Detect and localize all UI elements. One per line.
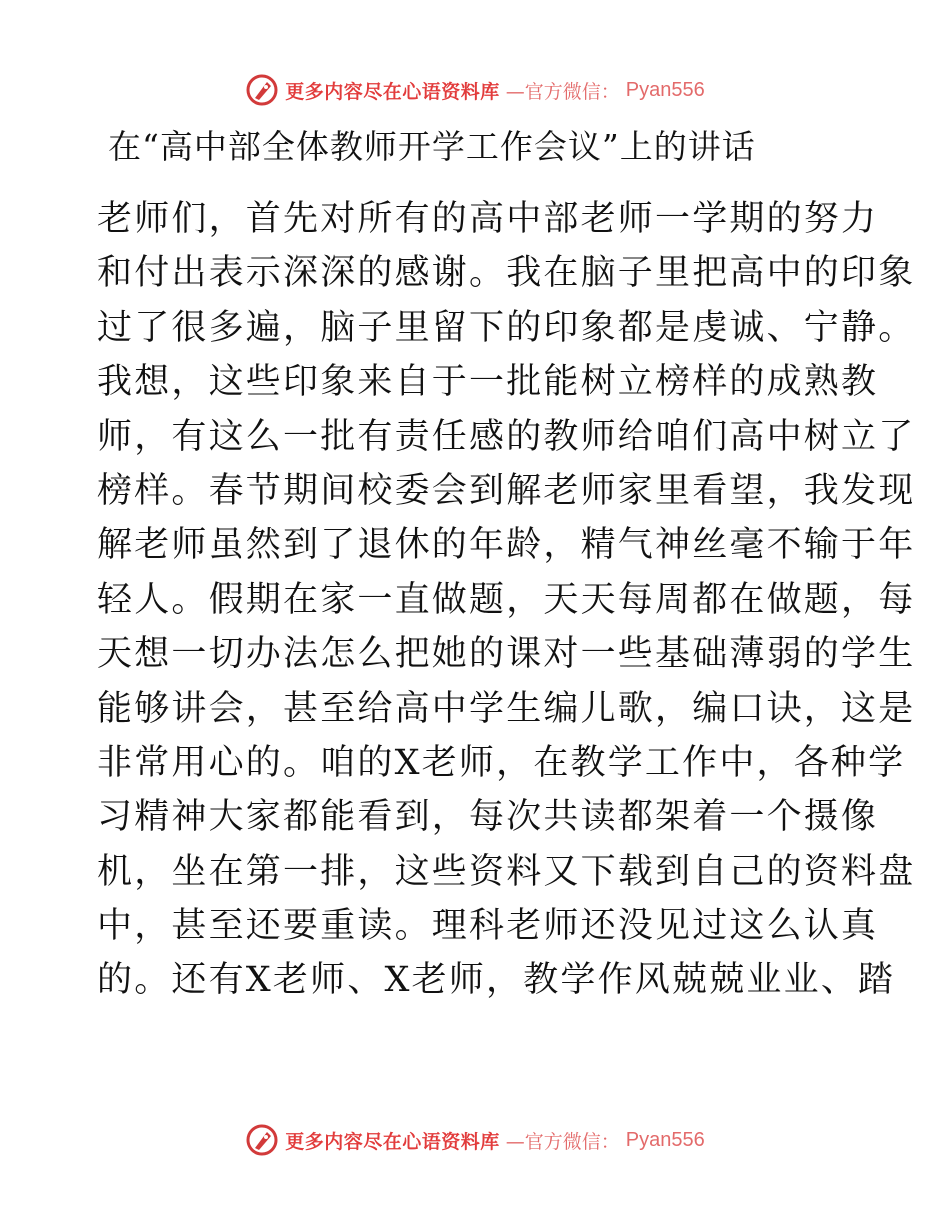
header-watermark-banner	[0, 70, 950, 110]
body-line: 解老师虽然到了退休的年龄，精气神丝毫不输于年	[97, 525, 916, 566]
banner-wechat-id: Pyan556	[625, 78, 705, 101]
document-title: 在“高中部全体教师开学工作会议”上的讲话	[108, 127, 756, 166]
banner-separator-text: —官方微信：	[505, 1130, 620, 1153]
body-line: 轻人。假期在家一直做题，天天每周都在做题，每	[97, 579, 916, 620]
document-body	[97, 192, 916, 1008]
pen-nib-circle-icon	[245, 1123, 279, 1157]
banner-separator-text: —官方微信：	[505, 80, 620, 103]
body-line: 榜样。春节期间校委会到解老师家里看望，我发现	[97, 470, 916, 511]
body-line: 中，甚至还要重读。理科老师还没见过这么认真	[97, 906, 879, 947]
body-line: 和付出表示深深的感谢。我在脑子里把高中的印象	[97, 253, 916, 294]
body-line: 我想，这些印象来自于一批能树立榜样的成熟教	[97, 362, 879, 403]
footer-watermark-banner	[0, 1120, 950, 1160]
body-line: 老师们，首先对所有的高中部老师一学期的努力	[97, 199, 879, 239]
pen-nib-circle-icon	[245, 73, 279, 107]
body-line: 师，有这么一批有责任感的教师给咱们高中树立了	[97, 416, 916, 457]
banner-wechat-id: Pyan556	[625, 1128, 705, 1151]
banner-main-text: 更多内容尽在心语资料库	[285, 1130, 500, 1153]
banner-main-text: 更多内容尽在心语资料库	[285, 80, 500, 103]
body-line: 的。还有X老师、X老师，教学作风兢兢业业、踏	[97, 960, 896, 1001]
body-line: 机，坐在第一排，这些资料又下载到自己的资料盘	[97, 851, 916, 892]
body-line: 习精神大家都能看到，每次共读都架着一个摄像	[97, 797, 879, 838]
body-line: 能够讲会，甚至给高中学生编儿歌，编口诀，这是	[97, 688, 916, 729]
body-line: 过了很多遍，脑子里留下的印象都是虔诚、宁静。	[97, 307, 916, 348]
body-line: 非常用心的。咱的X老师，在教学工作中，各种学	[97, 742, 906, 783]
body-line: 天想一切办法怎么把她的课对一些基础薄弱的学生	[97, 634, 916, 675]
